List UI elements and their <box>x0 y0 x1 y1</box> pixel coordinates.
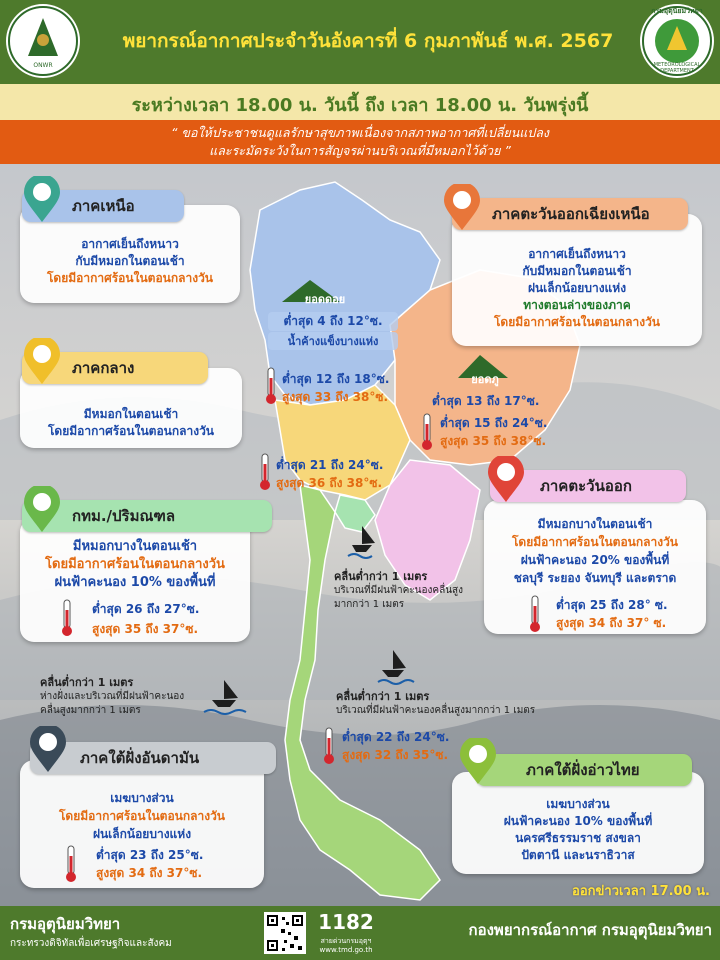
central-name: ภาคกลาง <box>72 359 135 377</box>
east-line-3: ฝนฟ้าคะนอง 20% ของพื้นที่ <box>520 553 670 567</box>
wave-gulf-lower-title: คลื่นต่ำกว่า 1 เมตร <box>336 690 430 703</box>
forecast-period: ระหว่างเวลา 18.00 น. วันนี้ ถึง เวลา 18.00 น. วันพรุ่งนี้ <box>131 95 589 116</box>
east-temp-min: ต่ำสุด 25 ถึง 28° ซ. <box>556 598 668 612</box>
east-temp-max: สูงสุด 34 ถึง 37° ซ. <box>556 616 667 630</box>
south-gulf-temp-max: สูงสุด 32 ถึง 35°ซ. <box>342 748 449 762</box>
onwr-logo-caption: ONWR <box>33 62 53 69</box>
location-pin-icon <box>20 486 64 534</box>
south-andaman-line-2: โดยมีอากาศร้อนในตอนกลางวัน <box>58 809 226 823</box>
bangkok-name: กทม./ปริมณฑล <box>72 507 176 525</box>
location-pin-icon <box>440 184 484 232</box>
bangkok-line-2: โดยมีอากาศร้อนในตอนกลางวัน <box>45 557 225 572</box>
northeast-line-2: กับมีหมอกในตอนเช้า <box>522 264 632 278</box>
north-line-3: โดยมีอากาศร้อนในตอนกลางวัน <box>46 271 214 285</box>
wave-andaman-note-2: คลื่นสูงมากกว่า 1 เมตร <box>40 705 141 716</box>
doi-peak-label: ยอดดอย <box>304 293 346 306</box>
east-line-2: โดยมีอากาศร้อนในตอนกลางวัน <box>511 535 679 549</box>
thermometer-icon <box>64 844 78 884</box>
phu-peak-temp: ต่ำสุด 13 ถึง 17°ซ. <box>432 394 540 408</box>
thermometer-icon <box>528 594 542 634</box>
east-name: ภาคตะวันออก <box>540 477 632 495</box>
north-temp-max: สูงสุด 33 ถึง 38°ซ. <box>282 390 389 404</box>
east-line-4: ชลบุรี ระยอง จันทบุรี และตราด <box>513 571 677 585</box>
location-pin-icon <box>456 738 500 786</box>
tmd-logo-text: กรมอุตุนิยมวิทยา <box>651 7 703 15</box>
wave-gulf-upper-title: คลื่นต่ำกว่า 1 เมตร <box>334 570 428 583</box>
central-line-1: มีหมอกในตอนเช้า <box>83 407 179 421</box>
location-pin-icon <box>20 338 64 386</box>
bangkok-temp-max: สูงสุด 35 ถึง 37°ซ. <box>92 622 199 636</box>
northeast-header <box>452 198 688 230</box>
bangkok-line-3: ฝนฟ้าคะนอง 10% ของพื้นที่ <box>54 575 216 590</box>
wave-gulf-upper-note-2: มากกว่า 1 เมตร <box>334 599 405 610</box>
south-andaman-line-1: เมฆบางส่วน <box>110 791 174 805</box>
tmd-logo-caption: METEOROLOGICAL DEPARTMENT <box>653 62 701 74</box>
south-andaman-line-3: ฝนเล็กน้อยบางแห่ง <box>92 827 192 841</box>
northeast-line-4: ทางตอนล่างของภาค <box>523 298 631 312</box>
bangkok-temp-min: ต่ำสุด 26 ถึง 27°ซ. <box>92 602 200 616</box>
location-pin-icon <box>20 176 64 224</box>
footer-division: กองพยากรณ์อากาศ กรมอุตุนิยมวิทยา <box>468 921 712 939</box>
page-title: พยากรณ์อากาศประจำวันอังคารที่ 6 กุมภาพันธ์ พ.ศ. 2567 <box>122 30 614 52</box>
thermometer-icon <box>264 366 278 406</box>
north-temp-min: ต่ำสุด 12 ถึง 18°ซ. <box>282 372 390 386</box>
south-gulf-header <box>476 754 692 786</box>
northeast-line-5: โดยมีอากาศร้อนในตอนกลางวัน <box>493 315 661 329</box>
boat-icon-andaman <box>204 680 246 714</box>
advisory-line-2: และระมัดระวังในการสัญจรผ่านบริเวณที่มีหมอกไว้ด้วย ” <box>209 143 511 158</box>
northeast-line-1: อากาศเย็นถึงหนาว <box>528 247 626 261</box>
thermometer-icon <box>420 412 434 452</box>
doi-peak-temp: ต่ำสุด 4 ถึง 12°ซ. <box>268 312 398 331</box>
qr-code-icon[interactable] <box>264 912 306 954</box>
northeast-temp-max: สูงสุด 35 ถึง 38°ซ. <box>440 434 547 448</box>
south-gulf-line-3: นครศรีธรรมราช สงขลา <box>515 831 641 845</box>
north-line-2: กับมีหมอกในตอนเช้า <box>75 254 185 268</box>
website-link[interactable]: www.tmd.go.th <box>319 946 373 954</box>
advisory-line-1: “ ขอให้ประชาชนดูแลรักษาสุขภาพเนื่องจากสภาพอากาศที่เปลี่ยนแปลง <box>170 125 550 140</box>
north-name: ภาคเหนือ <box>72 197 135 215</box>
issue-time: ออกข่าวเวลา 17.00 น. <box>572 884 710 899</box>
thermometer-icon <box>60 598 74 638</box>
south-gulf-line-4: ปัตตานี และนราธิวาส <box>521 848 635 862</box>
south-andaman-temp-min: ต่ำสุด 23 ถึง 25°ซ. <box>96 848 204 862</box>
south-andaman-temp-max: สูงสุด 34 ถึง 37°ซ. <box>96 866 203 880</box>
footer-ministry: กระทรวงดิจิทัลเพื่อเศรษฐกิจและสังคม <box>10 938 172 949</box>
phu-peak-label: ยอดภู <box>471 373 499 386</box>
doi-frost-note: น้ำค้างแข็งบางแห่ง <box>268 332 398 350</box>
south-gulf-temp-min: ต่ำสุด 22 ถึง 24°ซ. <box>342 730 450 744</box>
south-gulf-line-2: ฝนฟ้าคะนอง 10% ของพื้นที่ <box>503 814 653 828</box>
central-temp-max: สูงสุด 36 ถึง 38°ซ. <box>276 476 383 490</box>
boat-icon-gulf-lower <box>378 650 414 684</box>
northeast-line-3: ฝนเล็กน้อยบางแห่ง <box>527 281 627 295</box>
central-line-2: โดยมีอากาศร้อนในตอนกลางวัน <box>47 424 215 438</box>
northeast-temp-min: ต่ำสุด 15 ถึง 24°ซ. <box>440 416 548 430</box>
bangkok-line-1: มีหมอกบางในตอนเช้า <box>72 539 198 554</box>
hotline-label: สายด่วนกรมอุตุฯ <box>320 937 372 945</box>
south-gulf-line-1: เมฆบางส่วน <box>546 797 610 811</box>
thermometer-icon <box>258 452 272 492</box>
east-line-1: มีหมอกบางในตอนเช้า <box>537 517 653 531</box>
south-andaman-name: ภาคใต้ฝั่งอันดามัน <box>80 749 200 767</box>
map-bangkok-region <box>335 495 375 532</box>
north-line-1: อากาศเย็นถึงหนาว <box>81 237 179 251</box>
wave-gulf-upper-note-1: บริเวณที่มีฝนฟ้าคะนองคลื่นสูง <box>334 585 464 596</box>
wave-andaman-note-1: ห่างฝั่งและบริเวณที่มีฝนฟ้าคะนอง <box>40 691 185 702</box>
south-gulf-name: ภาคใต้ฝั่งอ่าวไทย <box>526 761 640 779</box>
hotline-number[interactable]: 1182 <box>318 910 374 934</box>
location-pin-icon <box>484 456 528 504</box>
footer-org: กรมอุตุนิยมวิทยา <box>10 915 121 933</box>
wave-gulf-lower-note: บริเวณที่มีฝนฟ้าคะนองคลื่นสูงมากกว่า 1 เมตร <box>336 705 536 716</box>
northeast-name: ภาคตะวันออกเฉียงเหนือ <box>492 205 650 223</box>
wave-andaman-title: คลื่นต่ำกว่า 1 เมตร <box>40 676 134 689</box>
central-temp-min: ต่ำสุด 21 ถึง 24°ซ. <box>276 458 384 472</box>
thermometer-icon <box>322 726 336 766</box>
location-pin-icon <box>26 726 70 774</box>
